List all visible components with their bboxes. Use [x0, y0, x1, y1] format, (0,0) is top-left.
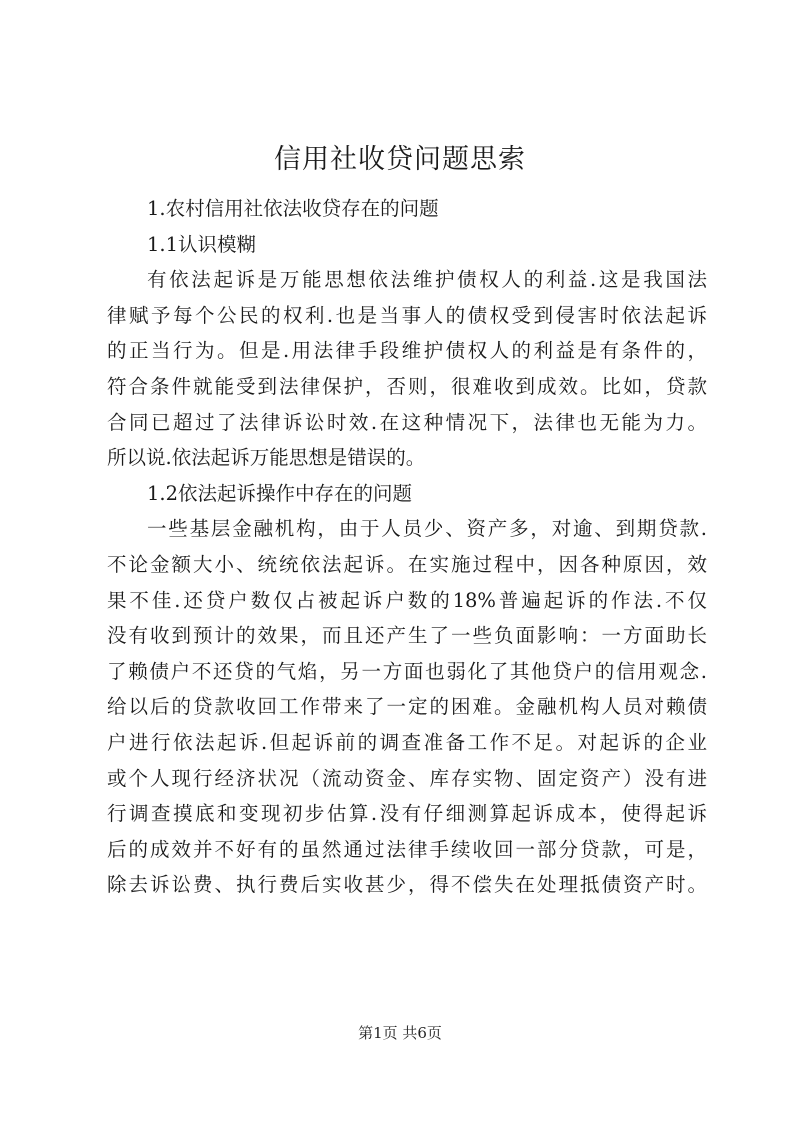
text-line: 给以后的贷款收回工作带来了一定的困难。金融机构人员对赖债	[107, 695, 707, 719]
text-line: 的正当行为。但是.用法律手段维护债权人的利益是有条件的，	[107, 339, 707, 363]
text-line: 符合条件就能受到法律保护，否则，很难收到成效。比如，贷款	[107, 374, 707, 398]
page-footer: 第1页 共6页	[358, 1024, 442, 1042]
text-line: 或个人现行经济状况（流动资金、库存实物、固定资产）没有进	[107, 766, 707, 790]
text-line: 行调查摸底和变现初步估算.没有仔细测算起诉成本，使得起诉	[107, 802, 707, 826]
document-title: 信用社收贷问题思索	[274, 144, 526, 175]
text-line: 一些基层金融机构，由于人员少、资产多，对逾、到期贷款.	[147, 517, 707, 541]
text-line: 没有收到预计的效果，而且还产生了一些负面影响：一方面助长	[107, 624, 707, 648]
text-line: 1.农村信用社依法收贷存在的问题	[147, 197, 439, 220]
text-line: 1.2依法起诉操作中存在的问题	[147, 481, 413, 505]
text-line: 后的成效并不好有的虽然通过法律手续收回一部分贷款，可是，	[107, 837, 707, 861]
text-line: 合同已超过了法律诉讼时效.在这种情况下，法律也无能为力。	[107, 410, 707, 434]
text-line: 1.1认识模糊	[147, 232, 257, 256]
text-line: 律赋予每个公民的权利.也是当事人的债权受到侵害时依法起诉	[107, 303, 707, 327]
text-line: 户进行依法起诉.但起诉前的调查准备工作不足。对起诉的企业	[107, 730, 707, 754]
text-line: 果不佳.还贷户数仅占被起诉户数的18%普遍起诉的作法.不仅	[107, 588, 707, 612]
text-line: 所以说.依法起诉万能思想是错误的。	[107, 446, 426, 470]
text-line: 除去诉讼费、执行费后实收甚少，得不偿失在处理抵债资产时。	[107, 873, 707, 897]
document-body	[107, 191, 707, 903]
text-line: 不论金额大小、统统依法起诉。在实施过程中，因各种原因，效	[107, 552, 707, 576]
text-line: 有依法起诉是万能思想依法维护债权人的利益.这是我国法	[147, 268, 707, 292]
text-line: 了赖债户不还贷的气焰，另一方面也弱化了其他贷户的信用观念.	[107, 659, 707, 683]
